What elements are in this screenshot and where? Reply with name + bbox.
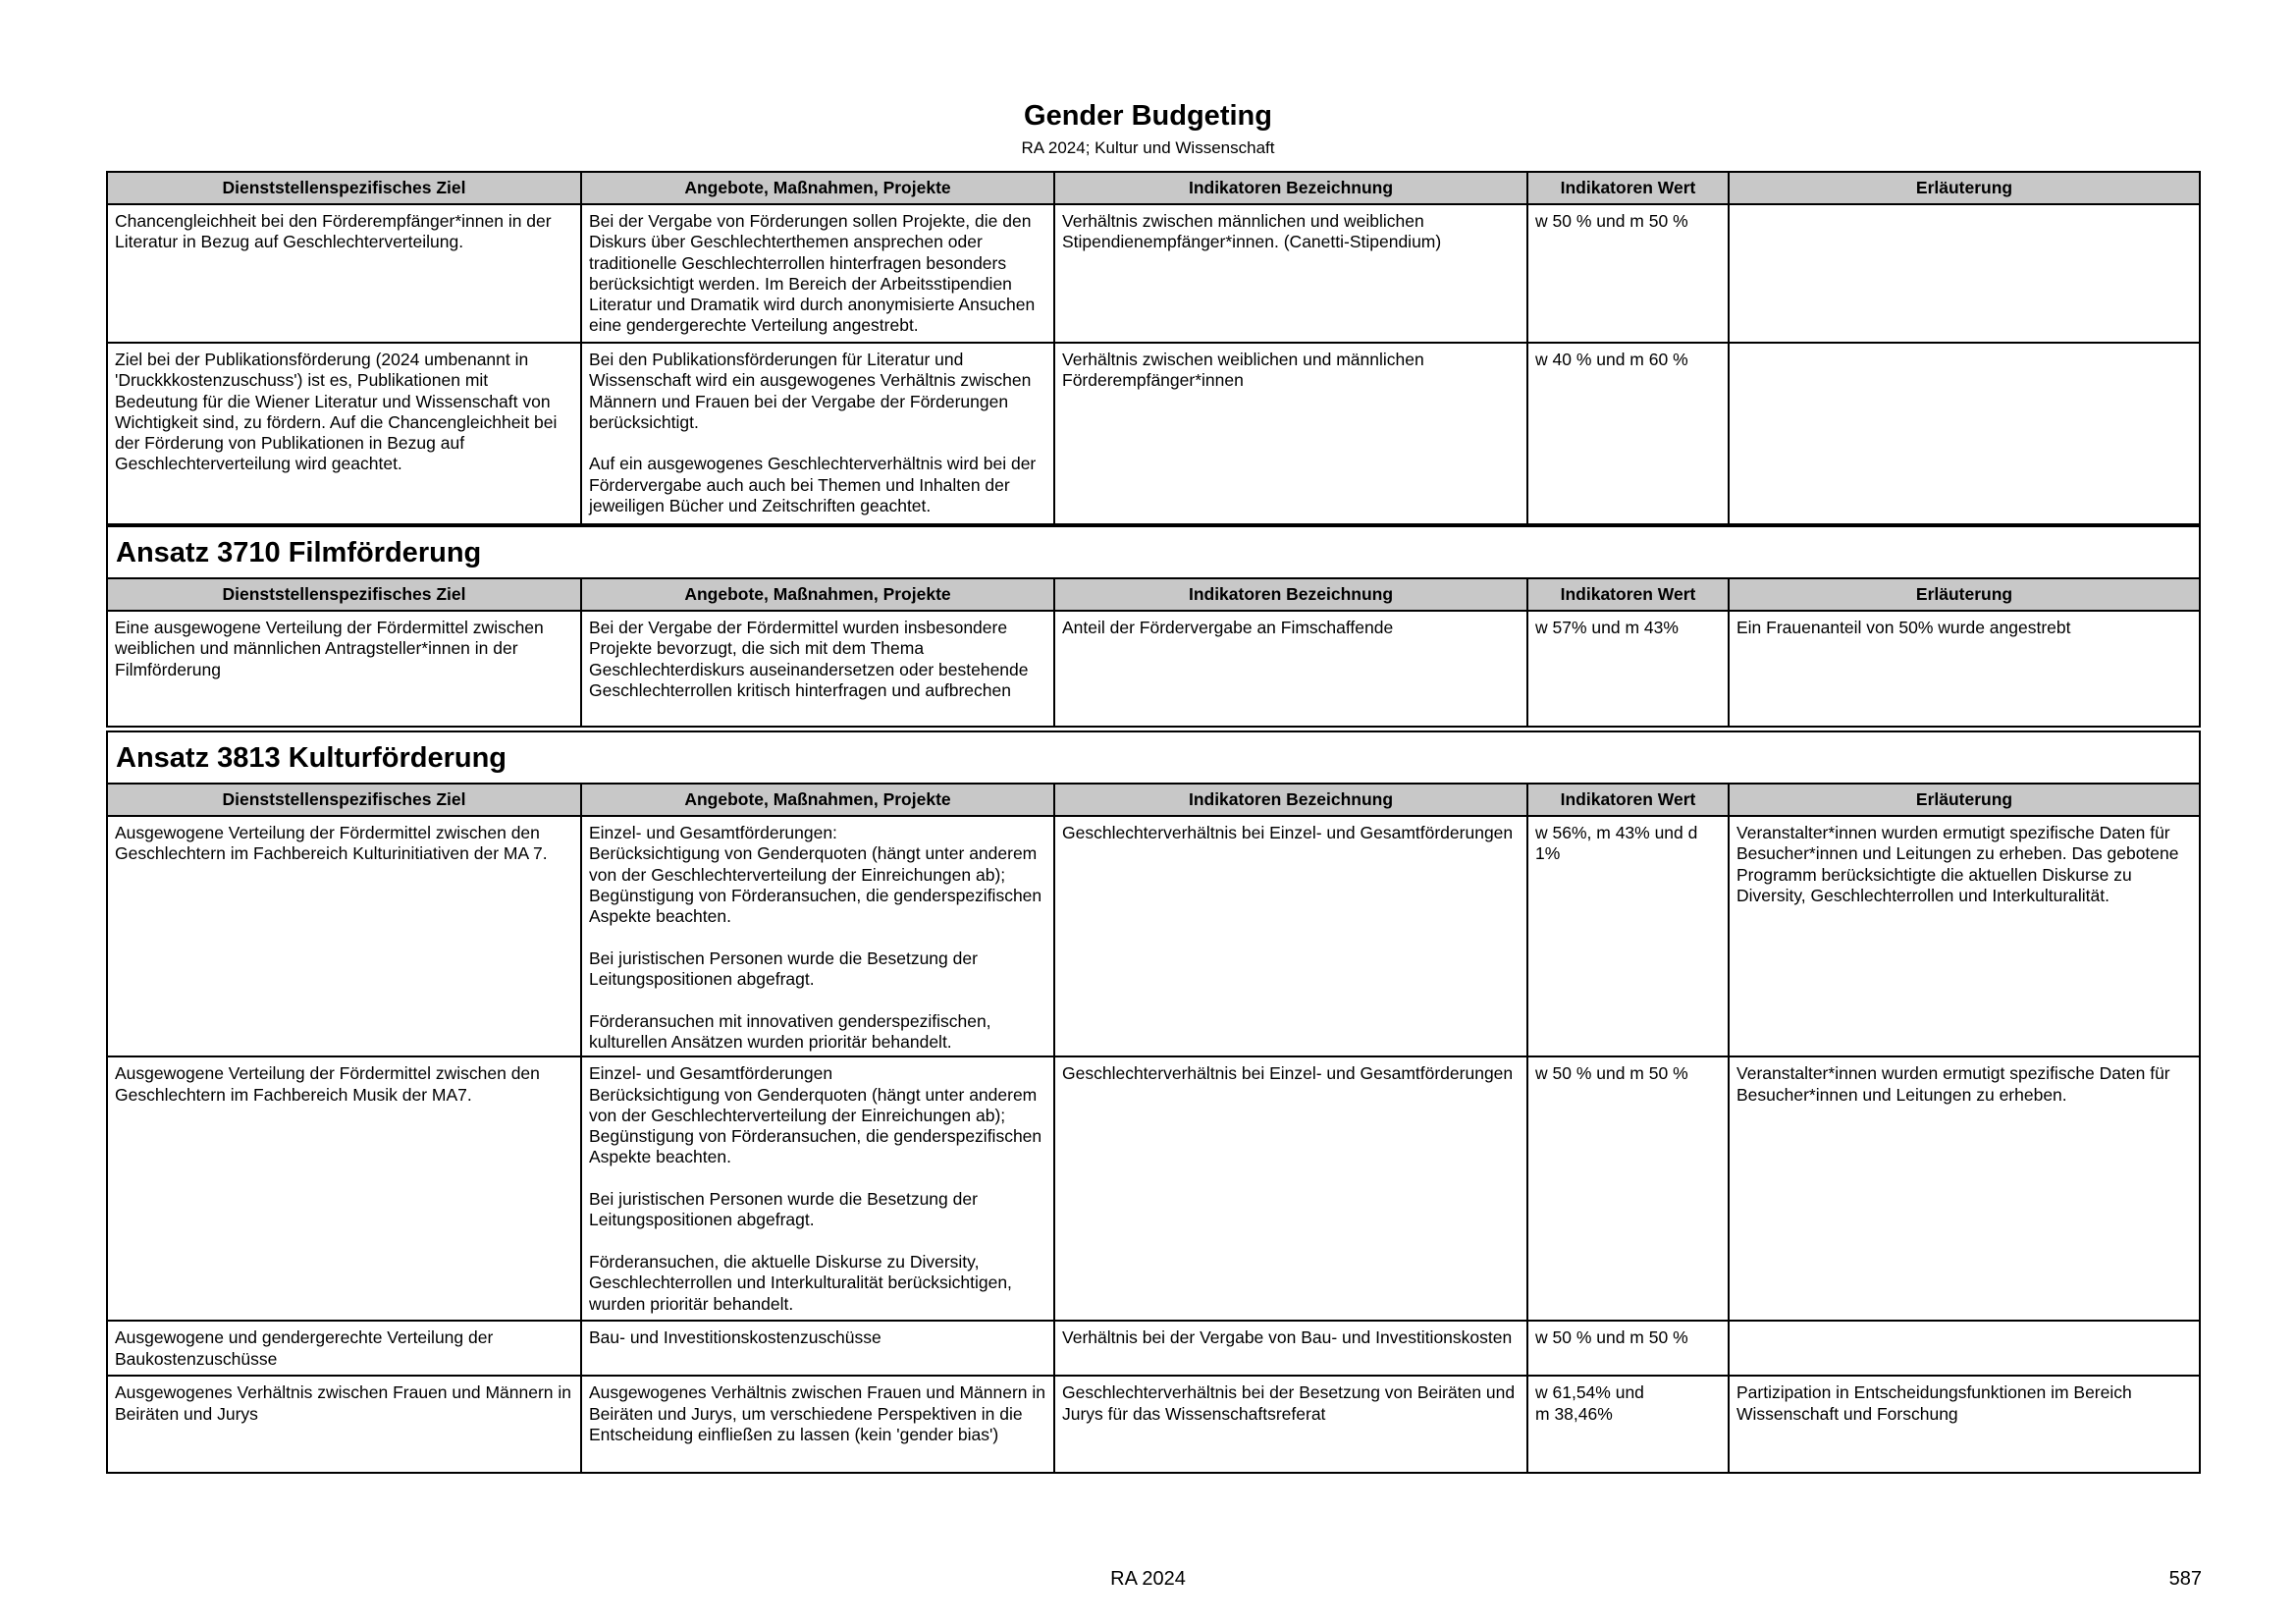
- page-subtitle: RA 2024; Kultur und Wissenschaft: [1021, 138, 1275, 157]
- cell-erlaeuterung: [1729, 1321, 2199, 1376]
- table-block-literatur: [106, 171, 2201, 525]
- cell-erlaeuterung: Ein Frauenanteil von 50% wurde angestrebt: [1729, 611, 2199, 726]
- header-massnahmen: Angebote, Maßnahmen, Projekte: [581, 785, 1054, 816]
- cell-ziel: Chancengleichheit bei den Förderempfänger*innen in der Literatur in Bezug auf Geschlechterverteilung.: [108, 204, 581, 343]
- cell-massnahmen: Bei der Vergabe von Förderungen sollen Projekte, die den Diskurs über Geschlechterthemen ansprechen oder traditionelle Geschlechterrollen hinterfragen besonders berücksichtigt werden. Im Bereich der Arbeitsstipendien Literatur und Dramatik wird durch anonymisierte Ansuchen eine gendergerechte Verteilung angestrebt.: [581, 204, 1054, 343]
- cell-indikator-wert: w 56%, m 43% und d 1%: [1527, 816, 1729, 1056]
- header-ziel: Dienststellenspezifisches Ziel: [108, 173, 581, 204]
- header-indikator-bezeichnung: Indikatoren Bezeichnung: [1054, 173, 1527, 204]
- cell-indikator-bezeichnung: Geschlechterverhältnis bei Einzel- und Gesamtförderungen: [1054, 1056, 1527, 1321]
- gender-table: [108, 785, 2199, 1472]
- cell-indikator-wert: w 50 % und m 50 %: [1527, 204, 1729, 343]
- header-erlaeuterung: Erläuterung: [1729, 785, 2199, 816]
- cell-indikator-wert: w 50 % und m 50 %: [1527, 1321, 1729, 1376]
- cell-ziel: Ausgewogenes Verhältnis zwischen Frauen und Männern in Beiräten und Jurys: [108, 1376, 581, 1472]
- header-massnahmen: Angebote, Maßnahmen, Projekte: [581, 173, 1054, 204]
- header-indikator-wert: Indikatoren Wert: [1527, 785, 1729, 816]
- cell-massnahmen: Bau- und Investitionskostenzuschüsse: [581, 1321, 1054, 1376]
- footer-report-label: RA 2024: [1110, 1568, 1186, 1590]
- cell-ziel: Eine ausgewogene Verteilung der Fördermittel zwischen weiblichen und männlichen Antragsteller*innen in der Filmförderung: [108, 611, 581, 726]
- gender-table: [108, 173, 2199, 523]
- header-indikator-wert: Indikatoren Wert: [1527, 173, 1729, 204]
- cell-ziel: Ausgewogene und gendergerechte Verteilung der Baukostenzuschüsse: [108, 1321, 581, 1376]
- header-ziel: Dienststellenspezifisches Ziel: [108, 579, 581, 611]
- cell-massnahmen: Einzel- und Gesamtförderungen Berücksichtigung von Genderquoten (hängt unter anderem von der Geschlechterverteilung der Einreichungen ab); Begünstigung von Förderansuchen, die genderspezifischen Aspekte beachten. Bei juristischen Personen wurde die Besetzung der Leitungspositionen abgefragt. Förderansuchen, die aktuelle Diskurse zu Diversity, Geschlechterrollen und Interkulturalität berücksichtigen, wurden prioritär behandelt.: [581, 1056, 1054, 1321]
- header-indikator-wert: Indikatoren Wert: [1527, 579, 1729, 611]
- cell-indikator-wert: w 50 % und m 50 %: [1527, 1056, 1729, 1321]
- cell-erlaeuterung: Veranstalter*innen wurden ermutigt spezifische Daten für Besucher*innen und Leitungen zu erheben.: [1729, 1056, 2199, 1321]
- page-title: Gender Budgeting: [1024, 100, 1272, 132]
- table-row: [108, 1056, 2199, 1321]
- table-row: [108, 611, 2199, 726]
- header-massnahmen: Angebote, Maßnahmen, Projekte: [581, 579, 1054, 611]
- cell-ziel: Ausgewogene Verteilung der Fördermittel zwischen den Geschlechtern im Fachbereich Kulturinitiativen der MA 7.: [108, 816, 581, 1056]
- header-erlaeuterung: Erläuterung: [1729, 173, 2199, 204]
- table-row: [108, 343, 2199, 523]
- cell-massnahmen: Bei der Vergabe der Fördermittel wurden insbesondere Projekte bevorzugt, die sich mit dem Thema Geschlechterdiskurs auseinandersetzen oder bestehende Geschlechterrollen kritisch hinterfragen und aufbrechen: [581, 611, 1054, 726]
- cell-indikator-bezeichnung: Verhältnis zwischen weiblichen und männlichen Förderempfänger*innen: [1054, 343, 1527, 523]
- cell-erlaeuterung: Veranstalter*innen wurden ermutigt spezifische Daten für Besucher*innen und Leitungen zu erheben. Das gebotene Programm berücksichtigte die aktuellen Diskurse zu Diversity, Geschlechterrollen und Interkulturalität.: [1729, 816, 2199, 1056]
- cell-indikator-bezeichnung: Verhältnis bei der Vergabe von Bau- und Investitionskosten: [1054, 1321, 1527, 1376]
- section-heading: Ansatz 3813 Kulturförderung: [108, 732, 2199, 785]
- cell-indikator-bezeichnung: Anteil der Fördervergabe an Fimschaffende: [1054, 611, 1527, 726]
- table-row: [108, 204, 2199, 343]
- table-header-row: [108, 785, 2199, 816]
- cell-indikator-wert: w 57% und m 43%: [1527, 611, 1729, 726]
- cell-massnahmen: Ausgewogenes Verhältnis zwischen Frauen und Männern in Beiräten und Jurys, um verschiedene Perspektiven in die Entscheidung einfließen zu lassen (kein 'gender bias'): [581, 1376, 1054, 1472]
- cell-massnahmen: Einzel- und Gesamtförderungen: Berücksichtigung von Genderquoten (hängt unter anderem von der Geschlechterverteilung der Einreichungen ab); Begünstigung von Förderansuchen, die genderspezifischen Aspekte beachten. Bei juristischen Personen wurde die Besetzung der Leitungspositionen abgefragt. Förderansuchen mit innovativen genderspezifischen, kulturellen Ansätzen wurden prioritär behandelt.: [581, 816, 1054, 1056]
- page-number: 587: [2168, 1568, 2202, 1590]
- cell-indikator-wert: w 40 % und m 60 %: [1527, 343, 1729, 523]
- table-block-kulturfoerderung: [106, 731, 2201, 1474]
- table-row: [108, 1321, 2199, 1376]
- cell-indikator-bezeichnung: Verhältnis zwischen männlichen und weiblichen Stipendienempfänger*innen. (Canetti-Stipendium): [1054, 204, 1527, 343]
- cell-indikator-bezeichnung: Geschlechterverhältnis bei Einzel- und Gesamtförderungen: [1054, 816, 1527, 1056]
- header-indikator-bezeichnung: Indikatoren Bezeichnung: [1054, 785, 1527, 816]
- cell-erlaeuterung: Partizipation in Entscheidungsfunktionen im Bereich Wissenschaft und Forschung: [1729, 1376, 2199, 1472]
- table-header-row: [108, 173, 2199, 204]
- section-heading: Ansatz 3710 Filmförderung: [108, 527, 2199, 579]
- table-header-row: [108, 579, 2199, 611]
- gender-table: [108, 579, 2199, 726]
- table-row: [108, 1376, 2199, 1472]
- header-erlaeuterung: Erläuterung: [1729, 579, 2199, 611]
- cell-massnahmen: Bei den Publikationsförderungen für Literatur und Wissenschaft wird ein ausgewogenes Verhältnis zwischen Männern und Frauen bei der Vergabe der Förderungen berücksichtigt. Auf ein ausgewogenes Geschlechterverhältnis wird bei der Fördervergabe auch auch bei Themen und Inhalten der jeweiligen Bücher und Zeitschriften geachtet.: [581, 343, 1054, 523]
- header-ziel: Dienststellenspezifisches Ziel: [108, 785, 581, 816]
- cell-indikator-wert: w 61,54% und m 38,46%: [1527, 1376, 1729, 1472]
- cell-erlaeuterung: [1729, 343, 2199, 523]
- table-row: [108, 816, 2199, 1056]
- header-indikator-bezeichnung: Indikatoren Bezeichnung: [1054, 579, 1527, 611]
- cell-ziel: Ausgewogene Verteilung der Fördermittel zwischen den Geschlechtern im Fachbereich Musik der MA7.: [108, 1056, 581, 1321]
- cell-indikator-bezeichnung: Geschlechterverhältnis bei der Besetzung von Beiräten und Jurys für das Wissenschaftsreferat: [1054, 1376, 1527, 1472]
- cell-erlaeuterung: [1729, 204, 2199, 343]
- table-block-filmfoerderung: [106, 525, 2201, 728]
- cell-ziel: Ziel bei der Publikationsförderung (2024 umbenannt in 'Druckkkostenzuschuss') ist es, Publikationen mit Bedeutung für die Wiener Literatur und Wissenschaft von Wichtigkeit sind, zu fördern. Auf die Chancengleichheit bei der Förderung von Publikationen in Bezug auf Geschlechterverteilung wird geachtet.: [108, 343, 581, 523]
